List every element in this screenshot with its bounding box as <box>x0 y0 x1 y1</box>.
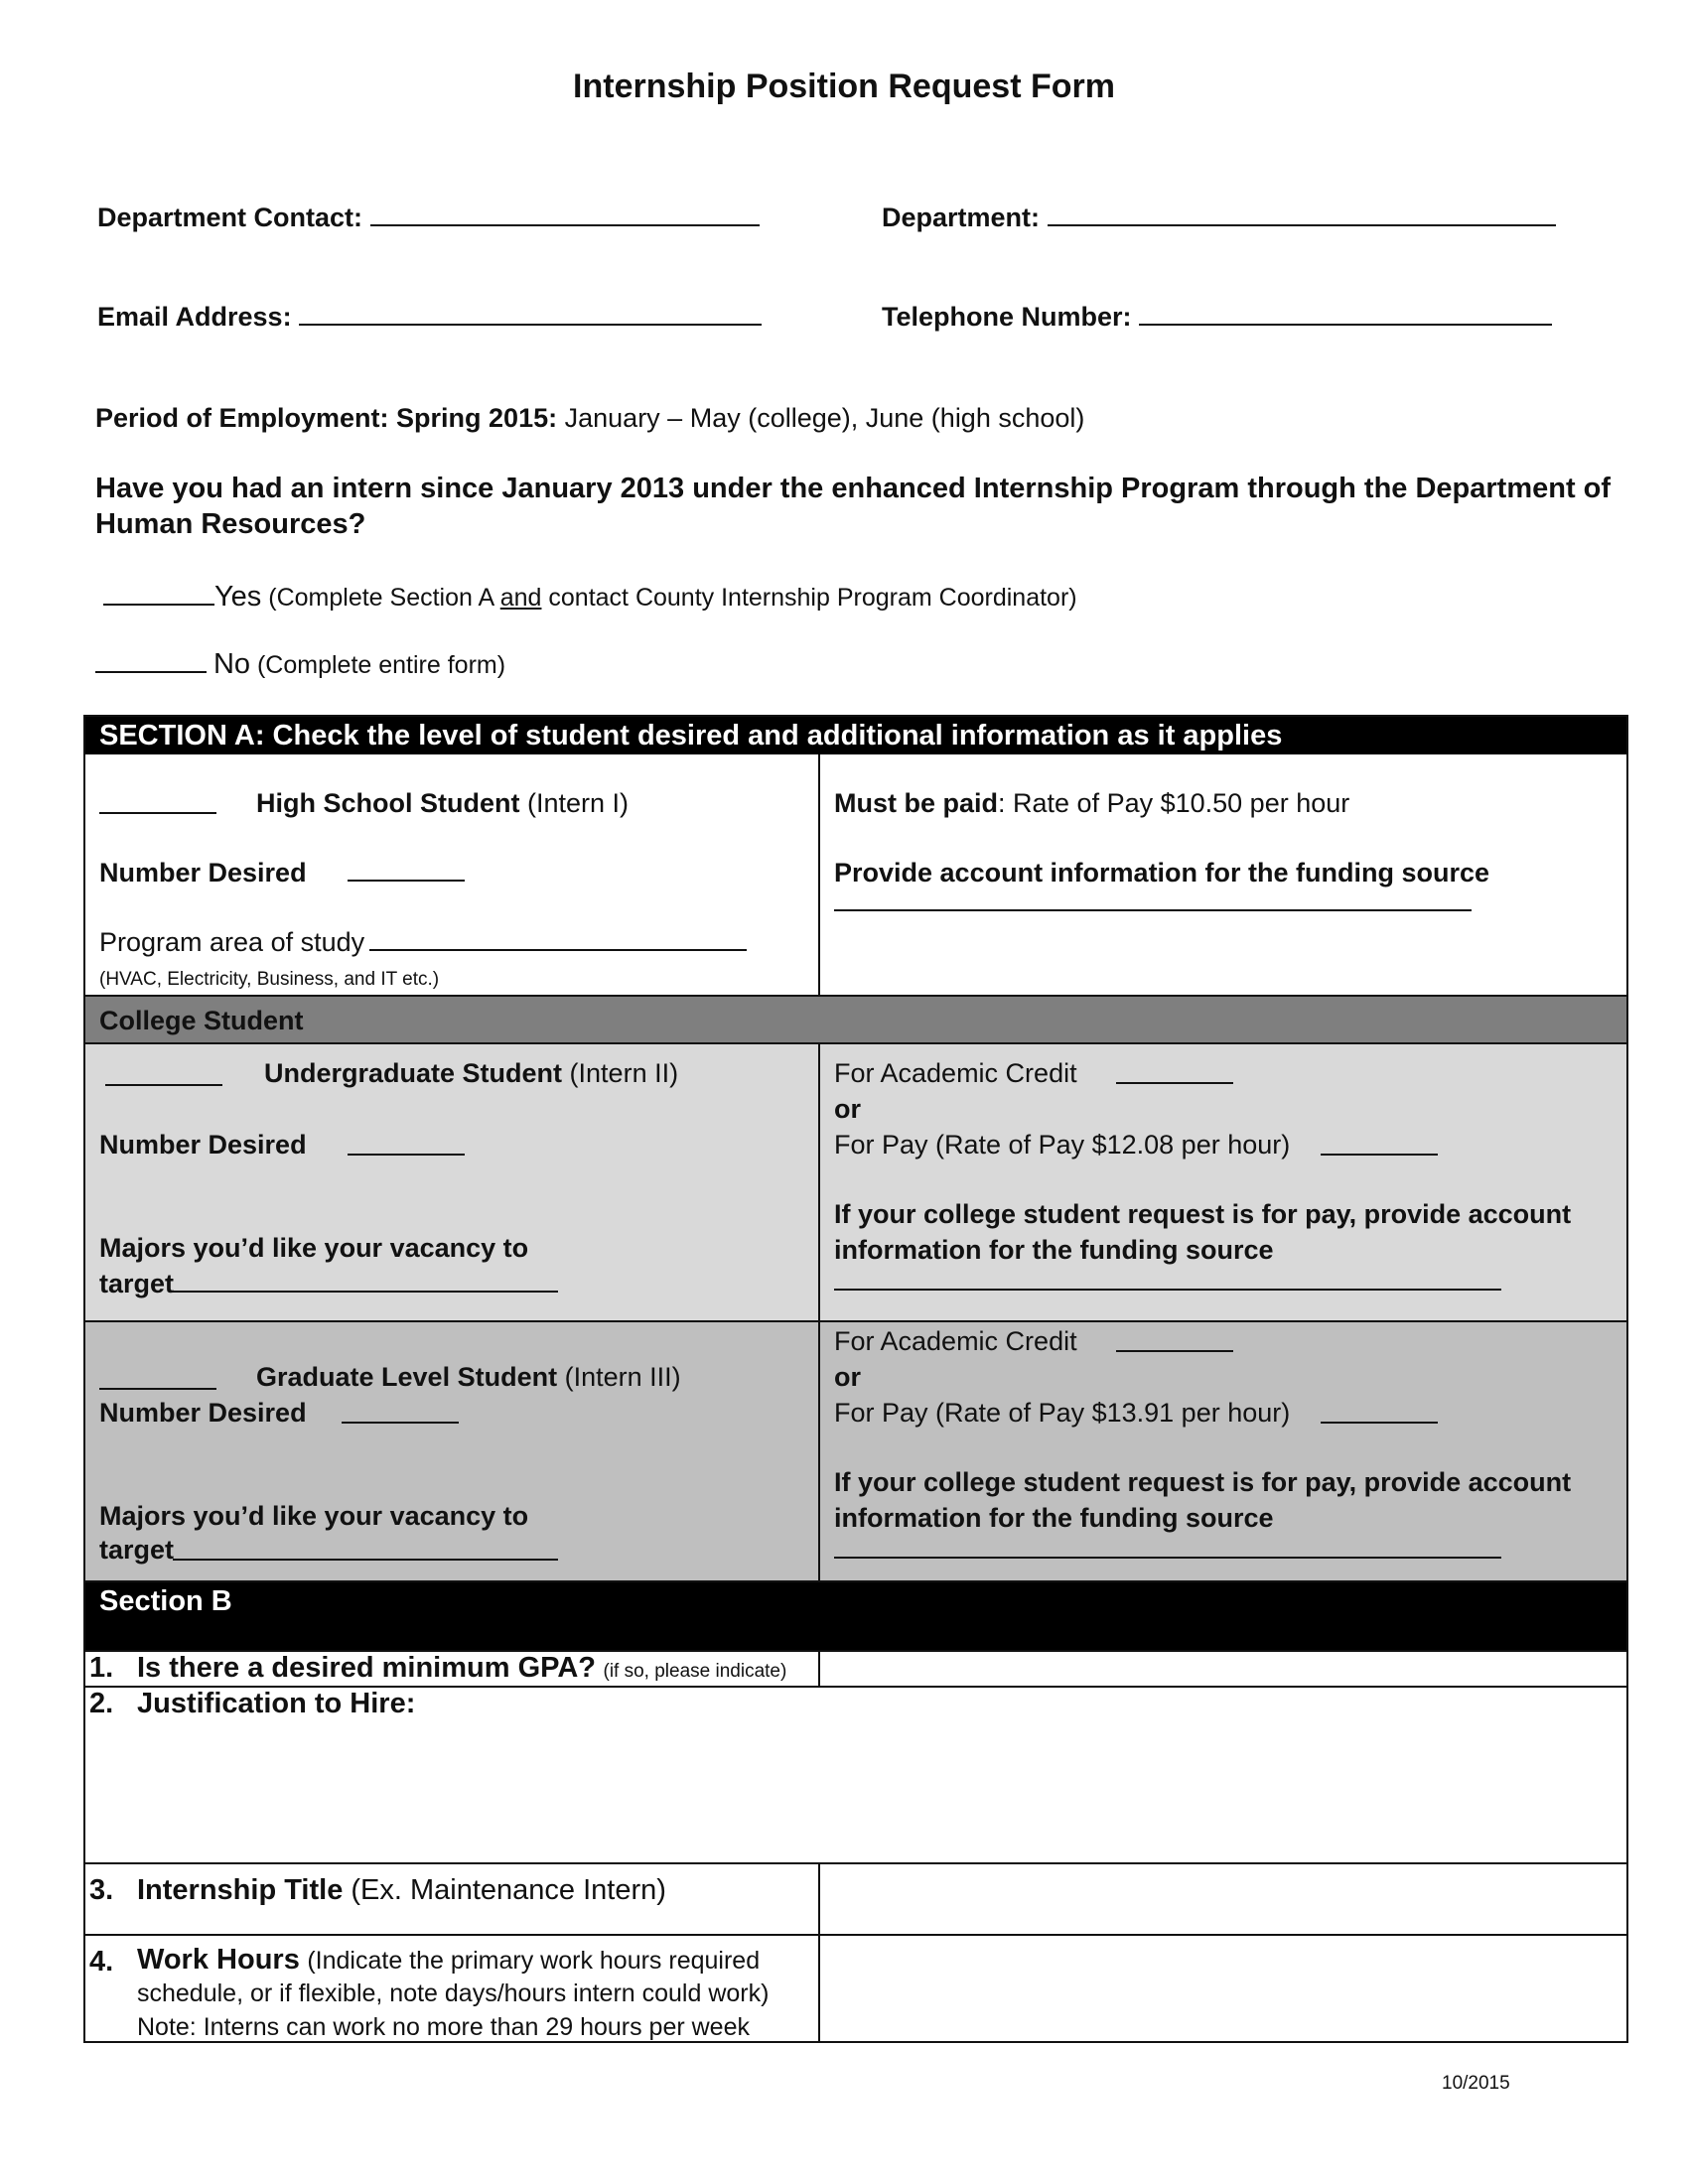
period-detail: January – May (college), June (high school) <box>564 403 1085 433</box>
high-school-label-group: High School Student (Intern I) <box>256 788 630 818</box>
telephone-field <box>882 298 1552 333</box>
internship-title-question-cell <box>85 1864 820 1934</box>
work-hours-row <box>85 1934 1626 2041</box>
program-area-input[interactable] <box>369 923 747 951</box>
grad-number-desired-input[interactable] <box>342 1396 459 1424</box>
period-label: Period of Employment: <box>95 403 389 433</box>
telephone-label: Telephone Number: <box>882 302 1132 332</box>
form-revision-date: 10/2015 <box>1442 2073 1510 2094</box>
graduate-right <box>820 1322 1626 1580</box>
college-student-header: College Student <box>85 995 1626 1042</box>
grad-request-line-2: information for the funding source <box>834 1503 1274 1533</box>
graduate-row <box>85 1320 1626 1580</box>
intern-question: Have you had an intern since January 2013 under the enhanced Internship Program through the Department of Human Resources? <box>95 473 1612 540</box>
department-contact-field <box>97 199 760 233</box>
ug-request-line-1: If your college student request is for pay, provide account <box>834 1199 1572 1229</box>
grad-account-info-input[interactable] <box>834 1531 1501 1559</box>
grad-for-pay-label: For Pay (Rate of Pay $13.91 per hour) <box>834 1398 1291 1428</box>
gpa-question-cell <box>85 1652 820 1686</box>
high-school-row <box>85 754 1626 995</box>
q4-note-line-3: Note: Interns can work no more than 29 hours per week <box>137 2013 750 2041</box>
q4-number: 4. <box>89 1946 114 1978</box>
justification-cell[interactable] <box>85 1688 1626 1862</box>
high-school-left <box>85 754 820 995</box>
telephone-input[interactable] <box>1139 298 1552 326</box>
ug-number-desired-input[interactable] <box>348 1128 465 1156</box>
no-option <box>95 643 505 681</box>
high-school-checkbox-line[interactable] <box>99 786 216 814</box>
page-title: Internship Position Request Form <box>573 68 1115 105</box>
q4-text: Work Hours (Indicate the primary work hours required <box>137 1944 761 1976</box>
undergrad-left <box>85 1044 820 1320</box>
hs-account-info-label: Provide account information for the funding source <box>834 858 1490 887</box>
ug-academic-credit-label: For Academic Credit <box>834 1058 1077 1088</box>
no-checkbox-line[interactable] <box>95 643 207 673</box>
program-area-label: Program area of study <box>99 927 365 957</box>
grad-or: or <box>834 1362 861 1392</box>
grad-for-pay-input[interactable] <box>1321 1396 1438 1424</box>
q1-text: Is there a desired minimum GPA? (if so, please indicate) <box>137 1652 787 1684</box>
yes-option <box>103 576 1077 614</box>
department-input[interactable] <box>1048 199 1556 226</box>
hs-number-desired-label: Number Desired <box>99 858 307 887</box>
high-school-right <box>820 754 1626 995</box>
graduate-checkbox-line[interactable] <box>99 1362 216 1390</box>
gpa-row <box>85 1650 1626 1686</box>
grad-academic-credit-label: For Academic Credit <box>834 1326 1077 1356</box>
yes-label: Yes <box>214 581 262 613</box>
email-field <box>97 298 762 333</box>
q2-text: Justification to Hire: <box>137 1688 416 1719</box>
no-note: (Complete entire form) <box>256 651 506 679</box>
hs-account-info-input[interactable] <box>834 884 1472 911</box>
hs-number-desired-input[interactable] <box>348 854 465 882</box>
grad-majors-label-2: target <box>99 1535 175 1565</box>
internship-title-row <box>85 1862 1626 1934</box>
ug-majors-label-1: Majors you’d like your vacancy to <box>99 1233 529 1263</box>
grad-request-line-1: If your college student request is for pay, provide account <box>834 1467 1572 1497</box>
section-b-header: Section B <box>85 1580 1626 1650</box>
email-input[interactable] <box>299 298 762 326</box>
program-area-examples: (HVAC, Electricity, Business, and IT etc.) <box>99 969 440 990</box>
period-of-employment <box>95 403 1084 434</box>
undergrad-row <box>85 1042 1626 1320</box>
q3-text: Internship Title (Ex. Maintenance Intern) <box>137 1874 666 1906</box>
ug-academic-credit-input[interactable] <box>1116 1056 1233 1084</box>
department-contact-input[interactable] <box>370 199 760 226</box>
department-contact-label: Department Contact: <box>97 203 363 232</box>
ug-request-line-2: information for the funding source <box>834 1235 1274 1265</box>
undergrad-checkbox-line[interactable] <box>105 1058 222 1086</box>
q3-number: 3. <box>89 1874 114 1906</box>
yes-checkbox-line[interactable] <box>103 576 214 606</box>
ug-majors-input[interactable] <box>173 1265 558 1293</box>
department-field <box>882 199 1556 233</box>
graduate-left <box>85 1322 820 1580</box>
internship-title-answer-cell[interactable] <box>820 1864 1626 1934</box>
ug-majors-label-2: target <box>99 1269 175 1298</box>
undergrad-label-group: Undergraduate Student (Intern II) <box>264 1058 679 1088</box>
ug-account-info-input[interactable] <box>834 1263 1501 1291</box>
period-season: Spring 2015: <box>396 403 558 433</box>
grad-majors-label-1: Majors you’d like your vacancy to <box>99 1501 529 1531</box>
department-label: Department: <box>882 203 1041 232</box>
gpa-answer-cell[interactable] <box>820 1652 1626 1686</box>
yes-note: (Complete Section A and contact County Internship Program Coordinator) <box>268 584 1077 612</box>
justification-row <box>85 1686 1626 1862</box>
grad-number-desired-label: Number Desired <box>99 1398 307 1428</box>
email-label: Email Address: <box>97 302 292 332</box>
no-label: No <box>212 648 251 680</box>
ug-for-pay-label: For Pay (Rate of Pay $12.08 per hour) <box>834 1130 1291 1160</box>
ug-number-desired-label: Number Desired <box>99 1130 307 1160</box>
section-a-header: SECTION A: Check the level of student desired and additional information as it applies <box>85 717 1626 754</box>
grad-academic-credit-input[interactable] <box>1116 1324 1233 1352</box>
work-hours-question-cell <box>85 1936 820 2041</box>
form-table <box>83 715 1628 2043</box>
ug-or: or <box>834 1094 861 1124</box>
grad-majors-input[interactable] <box>173 1533 558 1561</box>
q1-number: 1. <box>89 1652 114 1684</box>
work-hours-answer-cell[interactable] <box>820 1936 1626 2041</box>
graduate-label-group: Graduate Level Student (Intern III) <box>256 1362 681 1392</box>
undergrad-right <box>820 1044 1626 1320</box>
hs-pay-info: Must be paid: Rate of Pay $10.50 per hour <box>834 788 1350 818</box>
q4-note-line-2: schedule, or if flexible, note days/hours intern could work) <box>137 1979 770 2007</box>
q2-number: 2. <box>89 1688 114 1719</box>
ug-for-pay-input[interactable] <box>1321 1128 1438 1156</box>
